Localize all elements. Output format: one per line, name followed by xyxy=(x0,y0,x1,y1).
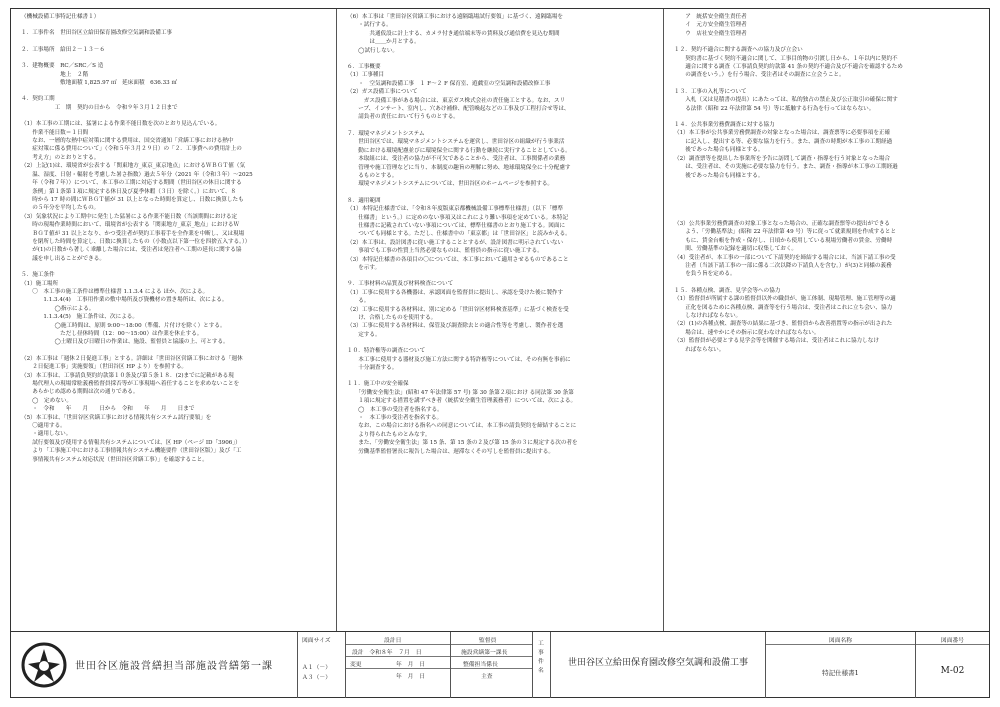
spec-line: （2）上記(1)は、環境省が公表する「関東地方_東京_東京地点」におけるＷＢＧＴ値（気 xyxy=(21,163,246,170)
spec-line xyxy=(674,279,982,287)
spec-line: 動における環境配慮並びに環境保全に関する行動を継続に実行することとしている。 xyxy=(347,147,571,154)
spec-line: ついても同様とする。ただし、仕様書中の「東京都」は「世田谷区」と読みかえる。 xyxy=(347,231,571,238)
spec-line: るものとする。 xyxy=(347,172,398,179)
spec-line: （1）監督員が所属する課の監督員以外の職員が、施工体制、現場管理、施工管理等の適 xyxy=(674,296,896,303)
spec-line: ◯ 本工事の受注者を指名する。 xyxy=(347,406,443,413)
spec-line: （5）本工事は、「世田谷区営繕工事における情報共有システム試行要領」を xyxy=(21,414,212,421)
project-label: 工事件名 xyxy=(538,641,544,674)
spec-line xyxy=(674,212,982,220)
spec-line: ればならない。 xyxy=(674,346,725,353)
spec-line xyxy=(347,339,655,347)
drawing-sheet xyxy=(10,8,990,698)
scale-a3: Ａ３（－） xyxy=(302,675,331,681)
spec-line: ・適用しない。 xyxy=(21,431,72,438)
check-role-2: 整備担当係長 xyxy=(463,662,498,668)
spec-line: 注者（当該下請工事の一部に係る二次以降の下請負人を含む。）が(3)と同様の義務 xyxy=(674,262,892,269)
spec-line: ーブ、インサート、室内し、穴あけ補修、配管喚起などの工事及び工程打合せ等は、 xyxy=(347,106,570,113)
spec-line xyxy=(347,272,655,280)
spec-line: 管理や施工管理などに当り、本制度の趣旨の理解に努め、地球環境保全に十分配慮す xyxy=(347,164,571,171)
spec-line: に記入し、提出する等、必要な協力を行う。また、調査の時期が本工事の工期経過 xyxy=(674,138,893,145)
spec-line xyxy=(674,188,982,196)
drawing-number: M-02 xyxy=(940,666,965,676)
spec-line: （2）ガス設備工事について xyxy=(347,89,418,96)
spec-line: 〇 本工事の施工条件は標準仕様書 1.1.3.4 による ほか、次による。 xyxy=(21,288,209,295)
spec-line: （3）公共事業労務費調査の対象工事となった場合の、正確な調査票等の提出ができる xyxy=(674,220,890,227)
spec-line: （3）本工事は、工事請負契約約款第１０条及び第５条１８．(2)までに記載がある現 xyxy=(21,372,234,379)
drawing-name: 特記仕様書1 xyxy=(822,669,859,677)
drawing-name-label: 図面名称 xyxy=(828,638,853,644)
spec-line: （6）本工事は「世田谷区営繕工事における遠隔臨場試行要領」に基づく、遠隔臨場を xyxy=(347,14,564,20)
spec-line: もに、賃金台帳を作成・保存し、日頃から使用している現場労働者の賃金、労働時 xyxy=(674,237,893,244)
title-block xyxy=(11,631,989,699)
spec-line xyxy=(21,87,328,95)
dept-cell xyxy=(11,632,298,698)
spec-line: 事項でも工事の性質上当然必要なものは、監督員の指示に従い施工する。 xyxy=(347,248,543,255)
spec-line: 工 期 契約の日から 令和９年３月１２日まで xyxy=(21,104,178,111)
spec-line: ４．契約工期 xyxy=(21,96,55,103)
spec-line: （3）気象状況により工期中に発生した猛暑による作業不能日数（当該期間における定 xyxy=(21,213,238,220)
check-cell xyxy=(451,632,533,698)
spec-line: 症対策に係る費用について」（令和５年３月２９日）の「２．工事費への費用計上の xyxy=(21,146,242,153)
spec-line: １１．施工中の安全確保 xyxy=(347,381,409,388)
change-date-2: 年 月 日 xyxy=(396,674,425,680)
spec-line: る。 xyxy=(347,298,370,305)
spec-line: ２日促進工事」実施要領」（世田谷区 HP より）を参照する。 xyxy=(21,364,188,371)
spec-line xyxy=(674,196,982,204)
spec-column-1 xyxy=(11,9,337,631)
spec-line xyxy=(674,180,982,188)
spec-line: の５年分を平均したもの。 xyxy=(21,205,100,212)
spec-line: 適合に関する調査（工事請負契約約款第 41 条の契約不適合及び不適合を確認するため xyxy=(674,64,903,71)
spec-line xyxy=(347,372,655,380)
spec-line: が(1)の日数から著しく乖離した場合には、受注者は発注者へ工期の延長に関する協 xyxy=(21,247,242,254)
spec-line: 「労働安全衛生法」(昭和 47 年法律第 57 号) 第 30 条第２項におけ る同法第 30 条第 xyxy=(347,389,574,396)
change-label: 変更 xyxy=(350,662,362,668)
spec-line: より「工事施工中における工事情報共有システム機能要件（世田谷区版）」及び「工 xyxy=(21,448,242,455)
spec-line: 〇適用する。 xyxy=(21,423,66,430)
spec-line xyxy=(21,347,328,355)
spec-line: 入札（又は見積書の提出）にあたっては、私的独占の禁止及び公正取引の確保に関す xyxy=(674,97,898,104)
spec-line: また、「労働安全衛生法」第 15 条、第 15 条の２及び第 15 条の３に規定する次の者を xyxy=(347,440,578,447)
design-label: 設計日 xyxy=(384,638,402,644)
spec-line: ・ 令和 年 月 日から 令和 年 月 日まで xyxy=(21,406,195,413)
spec-line: ３．建物概要 RC／SRC／S 造 xyxy=(21,63,104,70)
spec-line: （3）本特記仕様書の各項目の〇については、本工事において適用させるものであること xyxy=(347,256,569,263)
spec-line: ・試行する。 xyxy=(347,22,392,29)
spec-line: よう、「労働基準法」(昭和 22 年法律第 49 号）等に従って就業規則を作成するとと xyxy=(674,229,897,236)
spec-line xyxy=(674,113,982,121)
spec-line: あらかじめ認める期間は次の通りである。 xyxy=(21,389,139,396)
spec-line: ガス設備工事がある場合には、東京ガス株式会社の責任施工とする。なお、スリ xyxy=(347,97,566,104)
spec-line: 議を申し出ることができる。 xyxy=(21,255,105,262)
spec-line: 仕様書」という。）に定めのない事項又はこれにより難い事項を定めている。本特記 xyxy=(347,214,568,221)
spec-line: （1）工事に使用する各機器は、承認図面を監督員に提出し、承認を受けた後に製作す xyxy=(347,289,564,296)
spec-line: ◯ 定めない。 xyxy=(21,397,73,404)
spec-line: ９．工事材料の品質及び材料検査について xyxy=(347,281,454,288)
project-name-cell xyxy=(551,632,766,698)
spec-line: 共通仮設に計上する、カメラ付き通信端末等の賃料及び通信費を見込む期間 xyxy=(347,30,560,37)
spec-line: ５．施工条件 xyxy=(21,272,55,279)
spec-line: （3）工事に使用する各材料は、保管及び調査除去との適合性等を考慮し、製作者を選 xyxy=(347,323,564,330)
size-label: 図面サイズ xyxy=(302,638,331,644)
spec-line: １項に規定する措置を講ずべき者（統括安全衛生管理義務者）については、次による。 xyxy=(347,398,577,405)
spec-line: 1.1.3.4(5) 施工条件は、次による。 xyxy=(21,314,138,321)
spec-line: 本取組には、受注者の協力が不可欠であることから、受注者は、工事関係者の業務 xyxy=(347,156,566,163)
check-label: 監督員 xyxy=(479,638,497,644)
spec-line: ・ 空気調和設備工事 １ F～２ F 保育室、遊戯室の空気調和設備改修工事 xyxy=(347,80,551,87)
spec-line: ◯施工時間は、原則 9:00～18:00（準備、片付けを除く）とする。 xyxy=(21,322,226,329)
spec-line xyxy=(21,263,328,271)
spec-line: を負う旨を定める。 xyxy=(674,271,736,278)
spec-line: イ 元方安全衛生管理者 xyxy=(674,22,747,29)
spec-line: なお、この場合における指名への同意については、本工事の請負契約を締結することに xyxy=(347,423,577,430)
spec-line xyxy=(674,38,982,46)
spec-line: （4）受注者が、本工事の一部について下請契約を締結する場合には、当該下請工事の受 xyxy=(674,254,896,261)
spec-line: 環境マネジメントシステムについては、世田谷区のホームページを参照する。 xyxy=(347,181,554,188)
spec-line: しなければならない。 xyxy=(674,312,742,319)
spec-line: 時の現場作業時間において、環境省が公表する「関東地方_東京_地点」におけるＷ xyxy=(21,222,240,229)
spec-line: 作業不能日数＝１日間 xyxy=(21,129,89,136)
spec-line: １４．公共事業労務費調査に対する協力 xyxy=(674,122,775,129)
spec-line: 地上 ２階 xyxy=(21,71,89,78)
spec-line xyxy=(347,55,655,63)
spec-line: 本工事に使用する器材及び施工方法に関する特許権等については、その有無を事前に xyxy=(347,356,571,363)
project-label-cell xyxy=(533,632,551,698)
spec-line: 契約書に基づく契約不適合に関して、工事目的物の引渡し日から、１年以内に契約不 xyxy=(674,55,898,62)
drawing-number-label: 図面番号 xyxy=(940,638,965,644)
spec-line xyxy=(21,54,328,62)
spec-line xyxy=(21,112,328,120)
spec-line: ・ 本工事の受注者を指名する。 xyxy=(347,415,443,422)
spec-line: 十分調査する。 xyxy=(347,365,398,372)
spec-line: を示す。 xyxy=(347,264,381,271)
spec-line: ６．工事概要 xyxy=(347,64,381,71)
spec-line: ア 統括安全衛生責任者 xyxy=(674,14,747,20)
spec-line: （2）工事に使用する各材料は、別に定める「世田谷区材料検査基準」に基づく検査を受 xyxy=(347,306,569,313)
spec-line: 事情報共有システム対応状況（世田谷区営繕工事）」を確認すること。 xyxy=(21,456,208,463)
spec-line: １５．各種点検、調査、見学会等への協力 xyxy=(674,287,781,294)
spec-line xyxy=(21,38,328,46)
change-date: 年 月 日 xyxy=(396,662,425,668)
scale-a1: Ａ１（－） xyxy=(302,665,331,671)
spec-line xyxy=(347,122,655,130)
drawing-name-cell xyxy=(766,632,916,698)
spec-line: る法律（昭和 22 年法律第 54 号）等に抵触する行為を行ってはならない。 xyxy=(674,105,875,112)
spec-line: 条例」第１条第１項に規定する休日及び夏季休暇（３日）を除く。）において、８ xyxy=(21,188,237,195)
spec-line: 後であった場合も同様とする。 xyxy=(674,147,764,154)
spec-line: 定する。 xyxy=(347,331,381,338)
spec-line: （2）本工事は「週休２日促進工事」とする。詳細は「世田谷区営繕工事における「週休 xyxy=(21,355,243,362)
spec-line: ただし昼休時間（12：00～15:00）は作業を休止する。 xyxy=(21,331,203,337)
spec-line: 労働基準監督署長に報告した場合は、遅滞なくその写しを監督員に提出する。 xyxy=(347,448,554,455)
spec-line: （3）監督員が必要とする見学会等を開催する場合は、受注者はこれに協力しなけ xyxy=(674,338,879,345)
spec-line: ◯土曜日及び日曜日の作業は、施設、監督員と協議の上、可とする。 xyxy=(21,339,229,346)
design-date: 設計 令和８年 ７月 日 xyxy=(352,650,422,656)
spec-line: 世田谷区では、環境マネジメントシステムを運営し、世田谷区の組織が行う事業活 xyxy=(347,139,565,146)
spec-line: ＢＧＴ値が 31 以上となり、かつ受注者が契約工事着手を全作業を中断し、又は現場 xyxy=(21,230,245,237)
spec-line: は＿＿か月とする。 xyxy=(347,39,420,46)
spec-line: ２．工事場所 給田２－１３－６ xyxy=(21,46,105,53)
spec-line: （1）施工場所 xyxy=(21,280,59,287)
spec-line: け、合格したものを使用する。 xyxy=(347,315,437,321)
drawing-number-cell xyxy=(916,632,989,698)
spec-line: 温、湿度、日射・輻射を考慮した暑さ指数）過去５年分（2021 年（令和３年）～2025 xyxy=(21,171,253,178)
spec-line: 試行要領及び使用する情報共有システムについては、区 HP（ページ ID「3906」） xyxy=(21,439,241,446)
spec-line: 1.1.3.4(4) 工事用作業の敷中場所及び資機材の置き場所は、次による。 xyxy=(21,297,228,304)
spec-column-2 xyxy=(337,9,664,631)
check-role-1: 施設営繕第一課長 xyxy=(461,650,508,656)
design-date-cell xyxy=(346,632,451,698)
spec-line: 後であった場合も同様とする。 xyxy=(674,172,764,179)
department-name: 世田谷区施設営繕担当部施設営繕第一課 xyxy=(75,661,273,672)
spec-line: 考え方」のとおりとする。 xyxy=(21,154,100,161)
check-role-3: 主査 xyxy=(481,674,493,680)
spec-line: （1）本工事の工期には、猛暑による作業不能日数を次のとおり見込んでいる。 xyxy=(21,121,221,128)
spec-line: 場合は、速やかにその指示に従わなければならない。 xyxy=(674,329,820,336)
spec-line: １０．特許権等の調査について xyxy=(347,348,426,355)
spec-line: は、受注者は、その実施に必要な協力を行う。また、調査・指導が本工事の工期経過 xyxy=(674,164,898,171)
ward-emblem-icon xyxy=(21,642,67,688)
spec-line xyxy=(347,189,655,197)
spec-line: より得られたものとみなす。 xyxy=(347,431,431,438)
spec-line: ７．環境マネジメントシステム xyxy=(347,130,425,137)
spec-line: ◯指示による。 xyxy=(21,305,95,312)
spec-line: （1）本工事が公共事業労務費調査の対象となった場合は、調査票等に必要事項を正確 xyxy=(674,130,891,137)
spec-line: 請負者の責任において行うものとする。 xyxy=(347,114,459,121)
spec-line: （2）調査票等を提出した事業所を予告に訪問して調査・指導を行う対象となった場合 xyxy=(674,155,891,162)
spec-line: 正化を図るために各種点検、調査等を行う場合は、受注者はこれに立ち会い、協力 xyxy=(674,304,893,311)
project-name: 世田谷区立給田保育園改修空気調和設備工事 xyxy=(567,658,748,668)
spec-line: 場代理人の現場常駐義務監督員採否等が工事現場へ着任することを求めないことを xyxy=(21,381,240,388)
spec-line: （2）本工事は、設計図書に従い施工することとするが、設計図書に明示されていない xyxy=(347,239,564,246)
spec-line: なお、一層的な熱中症対策に関する費用は、国交省通知「営繕工事における熱中 xyxy=(21,138,234,145)
spec-line: （2）(1)の各種点検、調査等の結果に基づき、監督員から改善措置等の指示が出された xyxy=(674,321,893,328)
spec-line: 間、労働基準の記録を適切に収集しておく。 xyxy=(674,246,797,253)
spec-line: ◯試行しない。 xyxy=(347,47,399,54)
spec-line: （機械設備工事特記仕様書１） xyxy=(21,14,100,20)
spec-column-3 xyxy=(664,9,990,631)
spec-line: 時から 17 時の間にＷＢＧＴ値が 31 以上となった時間を算定し、日数に換算したも xyxy=(21,196,244,203)
size-cell xyxy=(298,632,346,698)
spec-line: １２．契約不適合に関する調査への協力及び立会い xyxy=(674,47,803,54)
spec-line xyxy=(674,80,982,88)
spec-line xyxy=(674,204,982,212)
spec-line: の調査をいう。）を行う場合、受注者はその調査に立会うこと。 xyxy=(674,72,845,79)
spec-line: 仕様書に記載されていない事項については、標準仕様書のとおり施工する。図面に xyxy=(347,222,566,229)
spec-line: ８．適用範囲 xyxy=(347,197,381,204)
spec-line xyxy=(21,21,328,29)
spec-line: ウ 店社安全衛生管理者 xyxy=(674,30,747,37)
spec-line: 敷地面積 1,825.97 ㎡ 延床面積 636.33 ㎡ xyxy=(21,80,178,87)
spec-line: を閉所した時間を算定し、日数に換算したもの（小数点以下第一位を四捨五入する。）） xyxy=(21,238,251,245)
spec-line: １．工事件名 世田谷区立給田保育園改修空気調和設備工事 xyxy=(21,30,173,37)
spec-line: 年（令和７年））について、本工事の工期に対応する期間（世田谷区の休日に関する xyxy=(21,180,242,187)
spec-line: （1）工事種目 xyxy=(347,72,385,79)
spec-line: １３．工事の入札等について xyxy=(674,88,747,95)
spec-line: （1）本特記仕様書では、「令和８年度版東京都機械設備工事標準仕様書」（以下「標準 xyxy=(347,206,564,213)
